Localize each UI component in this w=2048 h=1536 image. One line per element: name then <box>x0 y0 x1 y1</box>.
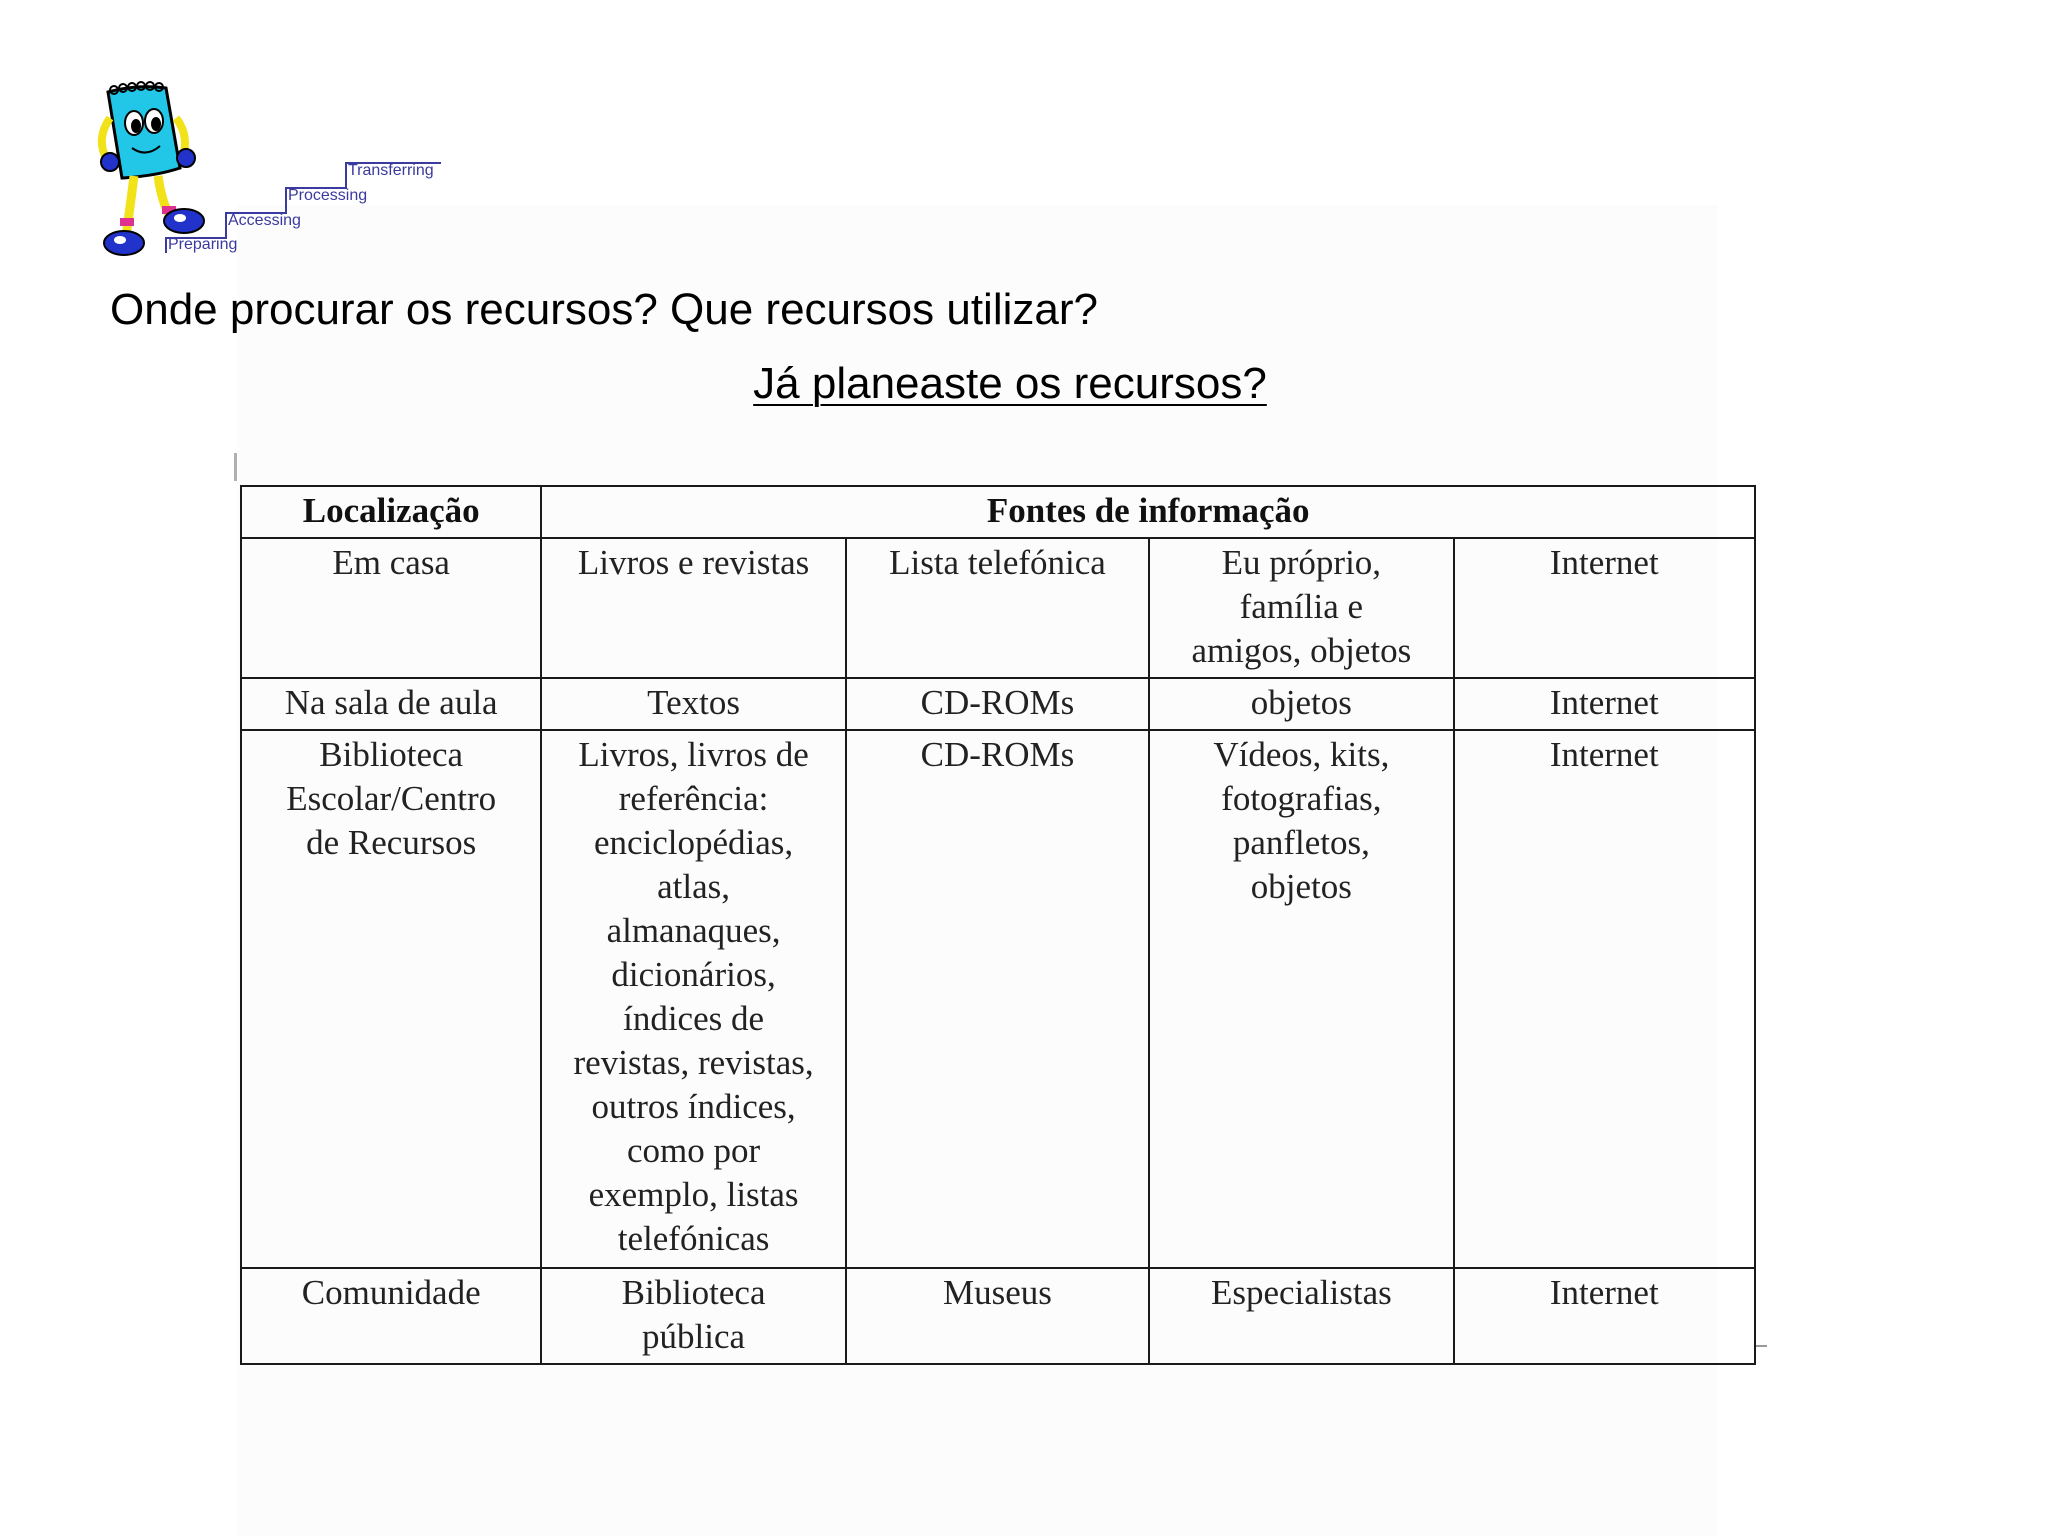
table-row <box>241 1268 1755 1364</box>
table-cell: Vídeos, kits, fotografias, panfletos, objetos <box>1149 730 1453 1268</box>
table-row <box>241 730 1755 1268</box>
row-location: Na sala de aula <box>241 678 541 730</box>
table-row <box>241 678 1755 730</box>
table-cell: Textos <box>541 678 845 730</box>
table-cell: Biblioteca pública <box>541 1268 845 1364</box>
logo <box>96 78 441 263</box>
row-location: Comunidade <box>241 1268 541 1364</box>
header-location: Localização <box>241 486 541 538</box>
table-header-row <box>241 486 1755 538</box>
table-cell: Lista telefónica <box>846 538 1149 678</box>
step-preparing: Preparing <box>168 236 238 253</box>
table-cell: Internet <box>1454 538 1755 678</box>
table-cell: CD-ROMs <box>846 730 1149 1268</box>
table-cell: CD-ROMs <box>846 678 1149 730</box>
table-cell: Eu próprio, família e amigos, objetos <box>1149 538 1453 678</box>
step-transferring: Transferring <box>348 162 434 179</box>
page-title: Onde procurar os recursos? Que recursos utilizar? <box>110 285 1098 334</box>
table-cell: Livros e revistas <box>541 538 845 678</box>
table-cell: Internet <box>1454 678 1755 730</box>
table-cell: Livros, livros de referência: enciclopédias, atlas, almanaques, dicionários, índices de revistas, revistas, outros índices, como por exemplo, listas telefónicas <box>541 730 845 1268</box>
table-cell: Museus <box>846 1268 1149 1364</box>
row-location: Biblioteca Escolar/Centro de Recursos <box>241 730 541 1268</box>
row-location: Em casa <box>241 538 541 678</box>
sources-table <box>240 485 1756 1365</box>
image-corner-mark <box>234 453 237 481</box>
table-cell: objetos <box>1149 678 1453 730</box>
step-processing: Processing <box>288 187 368 204</box>
step-accessing: Accessing <box>228 212 301 229</box>
page-subtitle: Já planeaste os recursos? <box>753 359 1267 408</box>
table-cell: Internet <box>1454 730 1755 1268</box>
header-sources: Fontes de informação <box>541 486 1755 538</box>
table-row <box>241 538 1755 678</box>
table-cell: Especialistas <box>1149 1268 1453 1364</box>
image-corner-mark <box>1755 1345 1767 1347</box>
table-cell: Internet <box>1454 1268 1755 1364</box>
